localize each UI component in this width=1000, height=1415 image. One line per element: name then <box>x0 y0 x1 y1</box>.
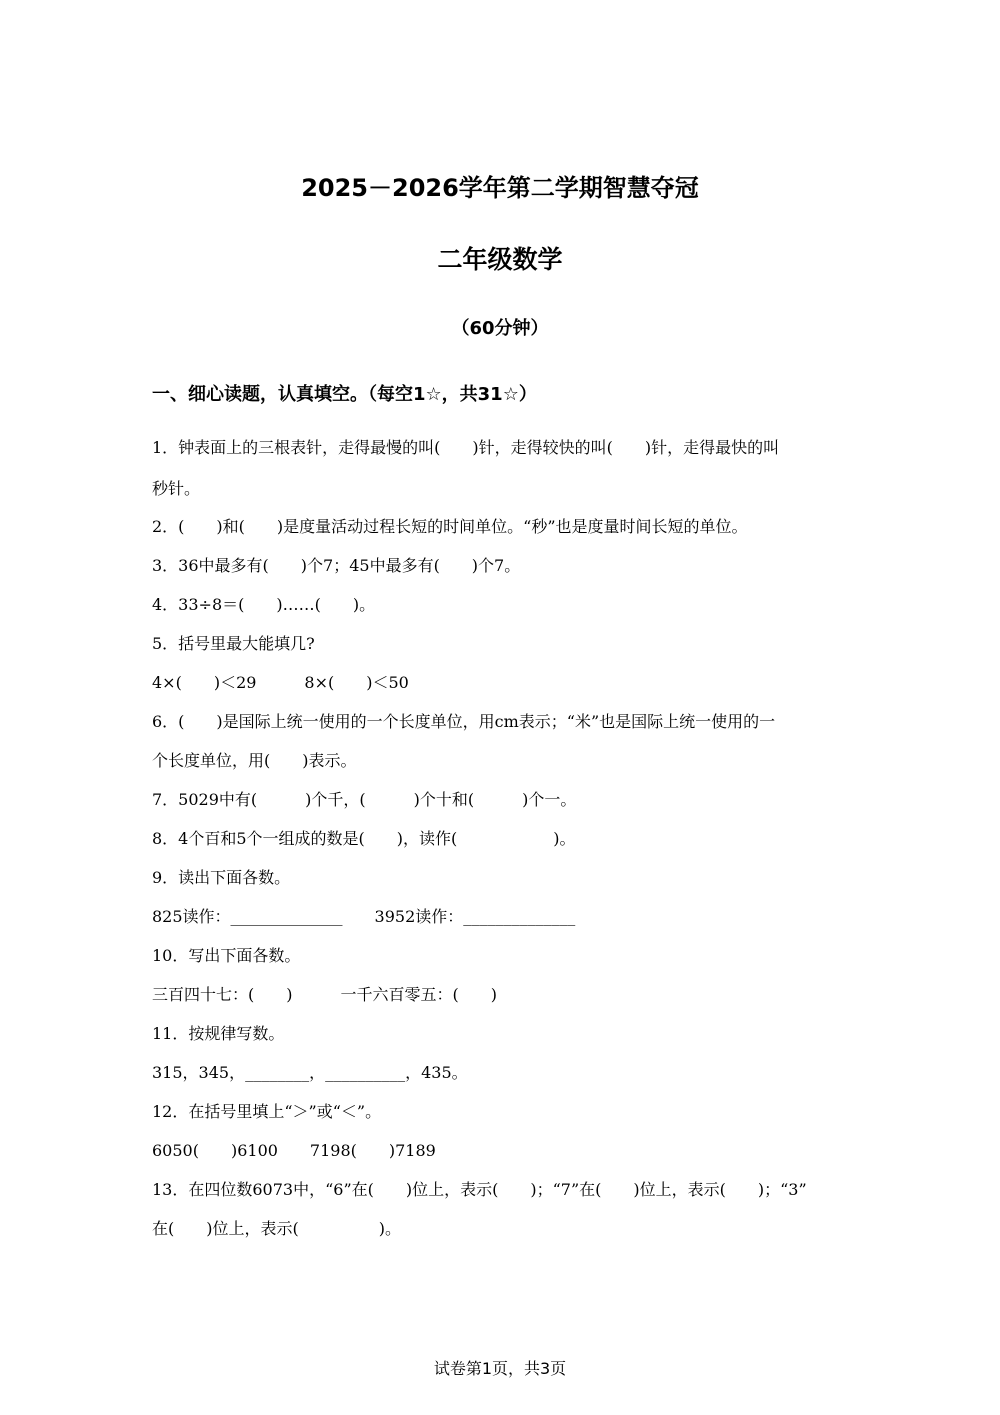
question-line: 3．36中最多有( )个7；45中最多有( )个7。 <box>152 556 521 575</box>
exam-title: 2025－2026学年第二学期智慧夺冠 <box>301 174 699 202</box>
question-line: 13．在四位数6073中，“6”在( )位上，表示( )；“7”在( )位上，表示( )；“3” <box>152 1180 807 1199</box>
question-line: 1．钟表面上的三根表针，走得最慢的叫( )针，走得较快的叫( )针，走得最快的叫 <box>152 438 780 457</box>
question-line: 11．按规律写数。 <box>152 1024 285 1043</box>
page-footer: 试卷第1页，共3页 <box>433 1359 567 1378</box>
question-line: 10．写出下面各数。 <box>152 946 301 965</box>
question-line: 秒针。 <box>152 479 201 498</box>
question-line: 12．在括号里填上“＞”或“＜”。 <box>152 1102 382 1121</box>
question-line: 三百四十七：( ) 一千六百零五：( ) <box>152 985 497 1004</box>
exam-duration: （60分钟） <box>451 318 549 339</box>
question-line: 5．括号里最大能填几? <box>152 634 315 653</box>
question-line: 8．4个百和5个一组成的数是( )，读作( )。 <box>152 829 576 848</box>
question-line: 6．( )是国际上统一使用的一个长度单位，用cm表示；“米”也是国际上统一使用的一 <box>152 712 776 731</box>
exam-subtitle: 二年级数学 <box>437 245 563 274</box>
question-line: 6050( )6100 7198( )7189 <box>152 1141 436 1160</box>
question-line: 2．( )和( )是度量活动过程长短的时间单位。“秒”也是度量时间长短的单位。 <box>152 517 748 536</box>
question-line: 825读作：______________ 3952读作：______________ <box>152 907 576 926</box>
section-heading: 一、细心读题，认真填空。（每空1☆，共31☆） <box>152 384 537 405</box>
question-line: 4．33÷8＝( )……( )。 <box>152 595 376 614</box>
question-line: 4×( )＜29 8×( )＜50 <box>152 673 409 692</box>
question-line: 315，345，________，__________，435。 <box>152 1063 468 1082</box>
question-line: 在( )位上，表示( )。 <box>152 1219 401 1238</box>
question-line: 9．读出下面各数。 <box>152 868 291 887</box>
question-line: 个长度单位，用( )表示。 <box>152 751 357 770</box>
question-line: 7．5029中有( )个千，( )个十和( )个一。 <box>152 790 577 809</box>
